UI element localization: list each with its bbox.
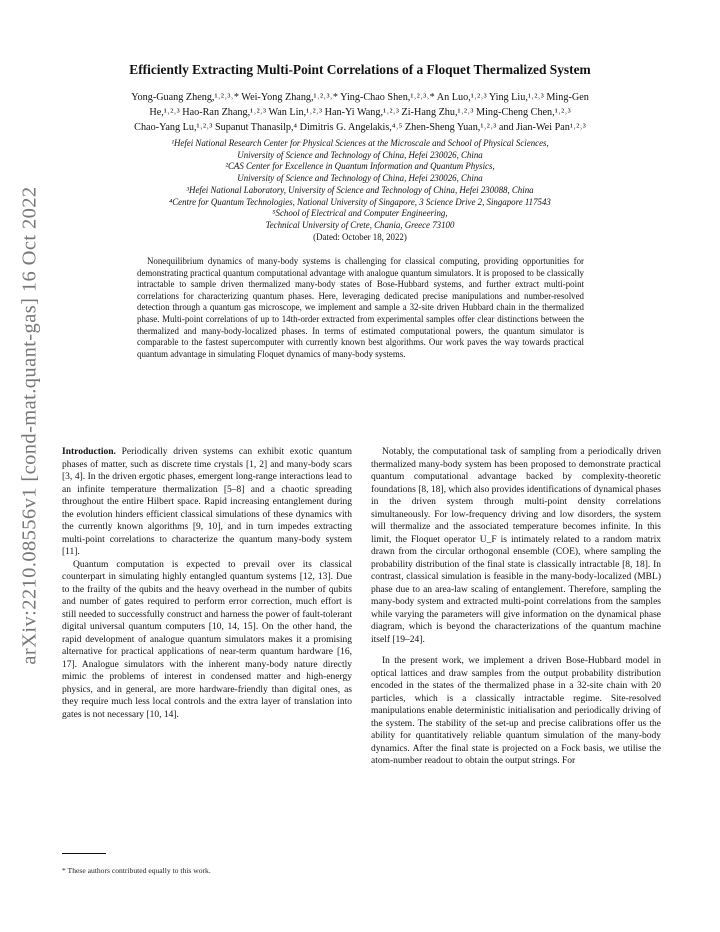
- affiliation-line: ⁵School of Electrical and Computer Engineering,: [272, 208, 448, 219]
- body-paragraph: In the present work, we implement a driven Bose-Hubbard model in optical lattices and draw samples from the output probability distribution encoded in the states of the thermalized phase in a 32-site chain with 20 particles, which is a classically intractable regime. Site-resolved manipulations enable deterministic initialisation and periodically driving of the system. The stability of the set-up and precise calibrations offer us the ability for quantitatively reliable quantum simulation of the many-body dynamics. After the final state is projected on a Fock basis, we utilise the atom-number readout to obtain the output strings. For: [371, 656, 661, 766]
- intro-heading: Introduction.: [62, 447, 116, 457]
- affiliation-line: Technical University of Crete, Chania, Greece 73100: [265, 219, 455, 230]
- left-column: [62, 446, 352, 721]
- affiliation-line: ⁴Centre for Quantum Technologies, National University of Singapore, 3 Science Drive 2, Singapore 117543: [169, 196, 551, 207]
- right-column: [371, 446, 661, 768]
- footnote: * These authors contributed equally to this work.: [62, 866, 211, 875]
- affiliation-line: ²CAS Center for Excellence in Quantum Information and Quantum Physics,: [225, 161, 495, 172]
- affiliation-line: ¹Hefei National Research Center for Physical Sciences at the Microscale and School of Physical Sciences,: [171, 138, 549, 148]
- arxiv-identifier-stamp: [10, 185, 50, 665]
- dated-line: (Dated: October 18, 2022): [313, 231, 407, 242]
- footnote-rule: [62, 853, 106, 854]
- author-line: Chao-Yang Lu,¹˒²˒³ Supanut Thanasilp,⁴ Dimitris G. Angelakis,⁴˒⁵ Zhen-Sheng Yuan,¹˒²˒³ and Jian-Wei Pan¹˒²˒³: [134, 122, 586, 133]
- affiliation-list: [60, 138, 660, 243]
- intro-paragraph: [62, 446, 352, 559]
- author-line: He,¹˒²˒³ Hao-Ran Zhang,¹˒²˒³ Wan Lin,¹˒²˒³ Han-Yi Wang,¹˒²˒³ Zi-Hang Zhu,¹˒²˒³ Ming-Cheng Chen,¹˒²˒³: [149, 107, 571, 118]
- affiliation-line: ³Hefei National Laboratory, University of Science and Technology of China, Hefei 230088, China: [186, 184, 534, 195]
- paper-title: Efficiently Extracting Multi-Point Correlations of a Floquet Thermalized System: [129, 62, 591, 77]
- affiliation-line: University of Science and Technology of China, Hefei 230026, China: [237, 149, 483, 160]
- arxiv-id-text: arXiv:2210.08556v1 [cond-mat.quant-gas] 16 Oct 2022: [18, 185, 41, 665]
- author-list: [60, 90, 660, 135]
- abstract: Nonequilibrium dynamics of many-body systems is challenging for classical computing, providing opportunities for demonstrating practical quantum computational advantage with analogue quantum simulators. It is proposed to be classically intractable to sample driven thermalized many-body states of Bose-Hubbard systems, and further extract multi-point correlations for characterizing quantum phases. Here, leveraging dedicated precise manipulations and number-resolved detection through a quantum gas microscope, we implement and sample a 32-site driven Hubbard chain in the thermalized phase. Multi-point correlations of up to 14th-order extracted from experimental samples offer clear distinctions between the thermalized and many-body-localized phases. In terms of estimated computational powers, the quantum simulator is comparable to the fastest supercomputer with currently known best algorithms. Our work paves the way towards practical quantum advantage in simulating Floquet dynamics of many-body systems.: [137, 256, 584, 359]
- body-paragraph: Quantum computation is expected to prevail over its classical counterpart in simulating highly entangled quantum systems [12, 13]. Due to the frailty of the qubits and the heavy overhead in the number of qubits and number of gates required to perform error correction, much effort is still needed to successfully construct and harness the power of fault-tolerant digital universal quantum computers [10, 14, 15]. On the other hand, the rapid development of analogue quantum simulators makes it a promising alternative for practical applications of near-term quantum hardware [16, 17]. Analogue simulators with the inherent many-body nature directly mimic the problems of interest in condensed matter and high-energy physics, and in general, are more hardware-friendly than digital ones, as they require much less local controls and the extra layer of translation into gates is not necessary [10, 14].: [62, 559, 352, 720]
- intro-text: Periodically driven systems can exhibit exotic quantum phases of matter, such as discrete time crystals [1, 2] and many-body scars [3, 4]. In the driven ergotic phases, emergent long-range interactions lead to an infinite temperature thermalization [5–8] and a chaotic spreading throughout the entire Hilbert space. Rapid increasing entanglement during the evolution hinders efficient classical simulations of these dynamics with the currently known algorithms [9, 10], and in turn impedes extracting multi-point correlations to characterize the quantum many-body system [11].: [62, 447, 352, 557]
- affiliation-line: University of Science and Technology of China, Hefei 230026, China: [237, 173, 483, 184]
- author-line: Yong-Guang Zheng,¹˒²˒³˒* Wei-Yong Zhang,¹˒²˒³˒* Ying-Chao Shen,¹˒²˒³˒* An Luo,¹˒²˒³ Ying Liu,¹˒²˒³ Ming-Gen: [131, 92, 589, 103]
- body-paragraph: Notably, the computational task of sampling from a periodically driven thermalized many-body system has been proposed to demonstrate practical quantum computational advantage backed by complexity-theoretic foundations [8, 18], which also provides identifications of dynamical phases in the driven system through multi-point density correlations simultaneously. For low-frequency driving and low disorders, the system will thermalize and the associated temperature becomes infinite. In this limit, the Floquet operator U_F is intimately related to a random matrix drawn from the circular orthogonal ensemble (COE), where sampling the probability distribution of the final state is classically intractable [8, 18]. In contrast, classical simulation is feasible in the many-body-localized (MBL) phase due to an area-law scaling of entanglement. Therefore, sampling the many-body system and extracted multi-point correlations from the samples while varying the parameters will give information on the dynamical phase diagram, which is beyond the characterizations of the quantum machine itself [19–24].: [371, 447, 661, 645]
